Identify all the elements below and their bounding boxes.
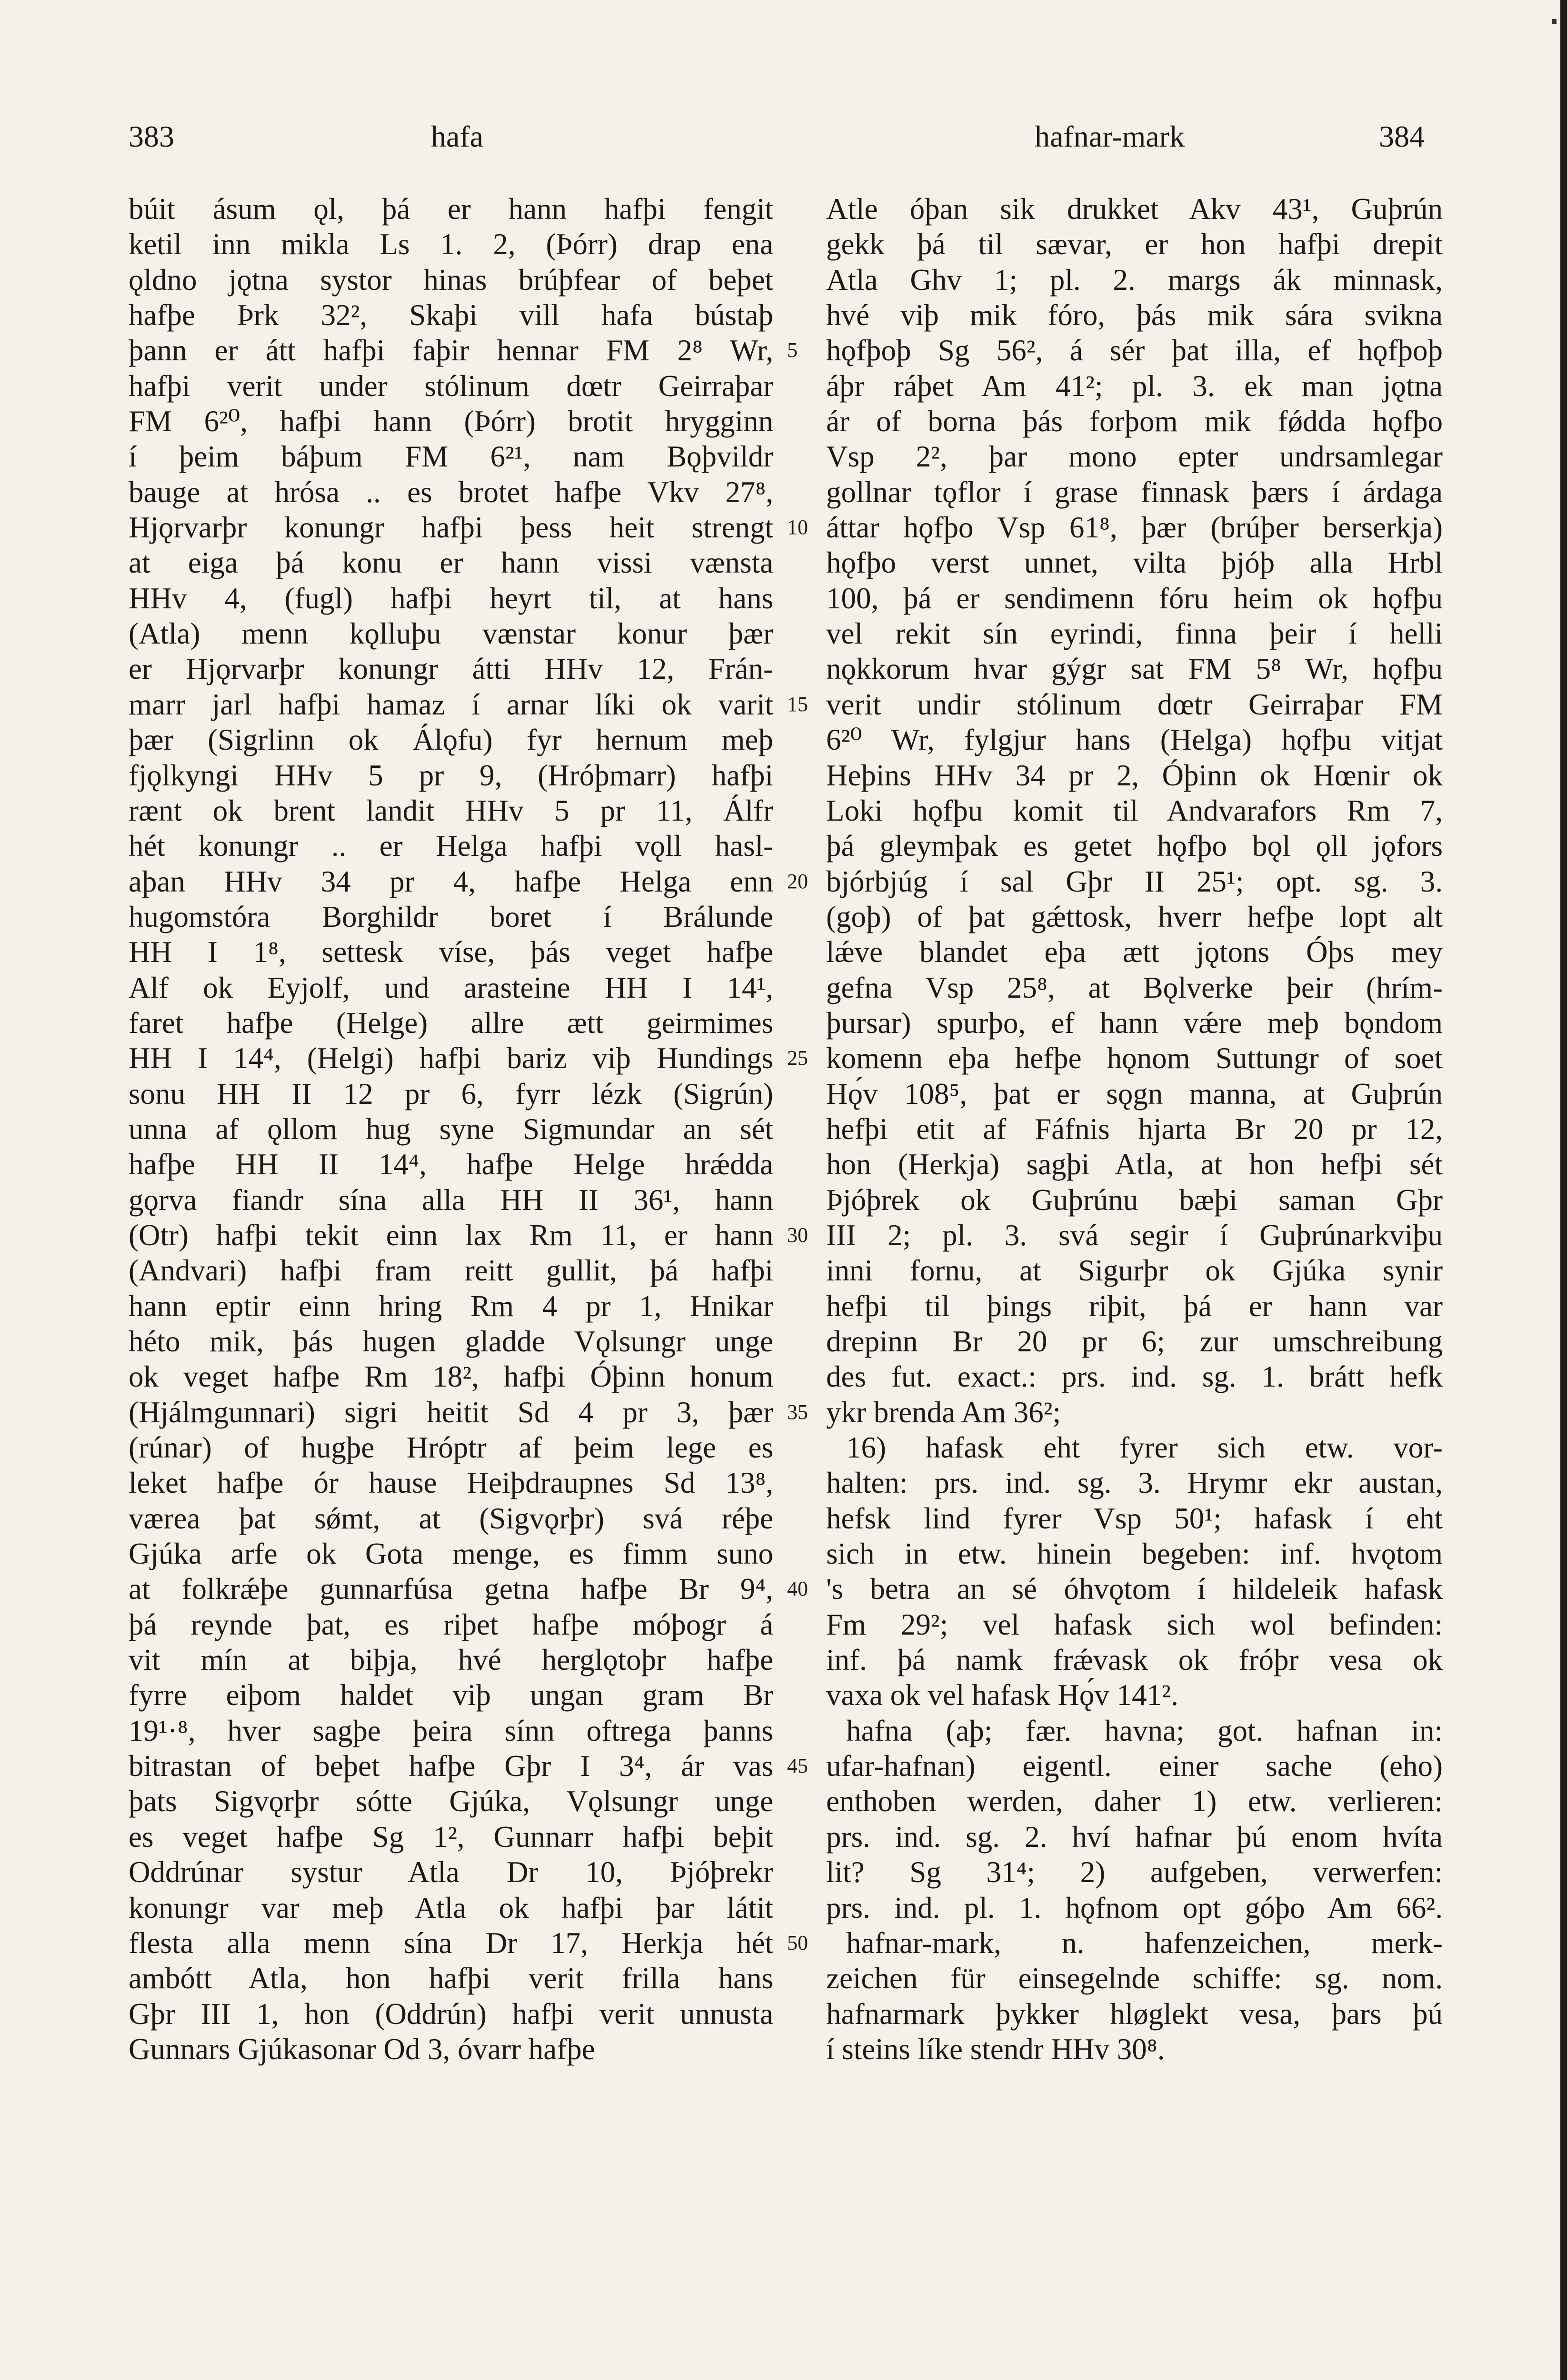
text-line: lǽve blandet eþa ætt jǫtons Óþs mey [826, 935, 1443, 969]
text-line: inni fornu, at Sigurþr ok Gjúka synir [826, 1254, 1443, 1288]
text-line: enthoben werden, daher 1) etw. verlieren: [826, 1785, 1443, 1818]
text-line: flesta alla menn sína Dr 17, Herkja hét [129, 1926, 773, 1960]
text-line: leket hafþe ór hause Heiþdraupnes Sd 13⁸, [129, 1466, 773, 1500]
text-line: gǫrva fiandr sína alla HH II 36¹, hann [129, 1183, 773, 1217]
text-line: Atle óþan sik drukket Akv 43¹, Guþrún [826, 192, 1443, 226]
text-line: hafþe HH II 14⁴, hafþe Helge hrǽdda [129, 1148, 773, 1181]
line-number-gutter [787, 191, 816, 2067]
text-line: HH I 14⁴, (Helgi) hafþi bariz viþ Hundings [129, 1041, 773, 1075]
line-number: 25 [787, 1046, 808, 1070]
text-line: hafnarmark þykker hløglekt vesa, þars þú [826, 1997, 1443, 2031]
text-line: héto mik, þás hugen gladde Vǫlsungr unge [129, 1325, 773, 1358]
text-line: (rúnar) of hugþe Hróptr af þeim lege es [129, 1431, 773, 1465]
text-line: hafþi verit under stólinum dœtr Geirraþar [129, 369, 773, 403]
line-number: 15 [787, 692, 808, 716]
text-line: áttar hǫfþo Vsp 61⁸, þær (brúþer berserkja) [826, 511, 1443, 545]
text-line: þats Sigvǫrþr sótte Gjúka, Vǫlsungr unge [129, 1785, 773, 1818]
line-number: 50 [787, 1931, 808, 1954]
text-line: þann er átt hafþi faþir hennar FM 2⁸ Wr, [129, 334, 773, 367]
page-number-right: 384 [1379, 119, 1425, 153]
line-number: 10 [787, 516, 808, 539]
text-line: halten: prs. ind. sg. 3. Hrymr ekr austan, [826, 1466, 1443, 1500]
text-line: hefþi etit af Fáfnis hjarta Br 20 pr 12, [826, 1112, 1443, 1146]
text-line: drepinn Br 20 pr 6; zur umschreibung [826, 1325, 1443, 1358]
text-line: rænt ok brent landit HHv 5 pr 11, Álfr [129, 793, 773, 827]
text-line: unna af ǫllom hug syne Sigmundar an sét [129, 1112, 773, 1146]
text-line: þá reynde þat, es riþet hafþe móþogr á [129, 1607, 773, 1641]
text-line: verit undir stólinum dœtr Geirraþar FM [826, 687, 1443, 721]
text-line: zeichen für einsegelnde schiffe: sg. nom. [826, 1962, 1443, 1995]
text-line: í þeim báþum FM 6²¹, nam Bǫþvildr [129, 440, 773, 474]
text-line: HHv 4, (fugl) hafþi heyrt til, at hans [129, 581, 773, 615]
text-line: þær (Sigrlinn ok Álǫfu) fyr hernum meþ [129, 723, 773, 757]
text-line: hafna (aþ; fær. havna; got. hafnan in: [846, 1714, 1443, 1747]
text-line: vaxa ok vel hafask Hǫ́v 141². [826, 1678, 1178, 1712]
text-line: Fm 29²; vel hafask sich wol befinden: [826, 1607, 1443, 1641]
text-line: hann eptir einn hring Rm 4 pr 1, Hnikar [129, 1289, 773, 1323]
text-line: vit mín at biþja, hvé herglǫtoþr hafþe [129, 1643, 773, 1677]
text-line: lit? Sg 31⁴; 2) aufgeben, verwerfen: [826, 1855, 1443, 1889]
text-line: 's betra an sé óhvǫtom í hildeleik hafask [826, 1572, 1443, 1606]
text-line: gefna Vsp 25⁸, at Bǫlverke þeir (hrím- [826, 971, 1443, 1004]
text-line: ketil inn mikla Ls 1. 2, (Þórr) drap ena [129, 228, 773, 261]
text-line: hafþe Þrk 32², Skaþi vill hafa bústaþ [129, 298, 773, 332]
text-line: FM 6²⁰, hafþi hann (Þórr) brotit hrygginn [129, 405, 773, 438]
text-line: ok veget hafþe Rm 18², hafþi Óþinn honum [129, 1360, 773, 1394]
text-line: hét konungr .. er Helga hafþi vǫll hasl- [129, 829, 773, 863]
text-line: ykr brenda Am 36²; [826, 1395, 1061, 1429]
text-line: (Hjálmgunnari) sigri heitit Sd 4 pr 3, þær [129, 1395, 773, 1429]
text-line: þá gleymþak es getet hǫfþo bǫl ǫll jǫfors [826, 829, 1443, 863]
text-line: des fut. exact.: prs. ind. sg. 1. brátt hefk [826, 1360, 1443, 1394]
text-line: Hǫ́v 108⁵, þat er sǫgn manna, at Guþrún [826, 1077, 1443, 1111]
text-line: Hjǫrvarþr konungr hafþi þess heit strengt [129, 511, 773, 545]
text-line: (Otr) hafþi tekit einn lax Rm 11, er hann [129, 1218, 773, 1252]
text-line: Heþins HHv 34 pr 2, Óþinn ok Hœnir ok [826, 758, 1443, 792]
text-line: 16) hafask eht fyrer sich etw. vor- [846, 1431, 1443, 1465]
text-line: es veget hafþe Sg 1², Gunnarr hafþi beþit [129, 1820, 773, 1854]
text-line: Loki hǫfþu komit til Andvarafors Rm 7, [826, 793, 1443, 827]
line-number: 30 [787, 1223, 808, 1247]
text-line: Oddrúnar systur Atla Dr 10, Þjóþrekr [129, 1855, 773, 1889]
text-line: ufar-hafnan) eigentl. einer sache (eho) [826, 1749, 1443, 1783]
text-line: gekk þá til sævar, er hon hafþi drepit [826, 228, 1443, 261]
text-line: hefþi til þings riþit, þá er hann var [826, 1289, 1443, 1323]
text-line: at folkrǽþe gunnarfúsa getna hafþe Br 9⁴, [129, 1572, 773, 1606]
text-line: hefsk lind fyrer Vsp 50¹; hafask í eht [826, 1501, 1443, 1535]
line-number: 35 [787, 1400, 808, 1424]
text-line: (Atla) menn kǫlluþu vænstar konur þær [129, 617, 773, 651]
running-head-left: hafa [431, 119, 484, 153]
line-number: 40 [787, 1577, 808, 1601]
text-line: nǫkkorum hvar gýgr sat FM 5⁸ Wr, hǫfþu [826, 652, 1443, 686]
text-line: þursar) spurþo, ef hann vǽre meþ bǫndom [826, 1006, 1443, 1040]
line-number: 5 [787, 338, 798, 362]
text-line: hafnar-mark, n. hafenzeichen, merk- [846, 1926, 1443, 1960]
text-line: bjórbjúg í sal Gþr II 25¹; opt. sg. 3. [826, 864, 1443, 898]
text-line: marr jarl hafþi hamaz í arnar líki ok varit [129, 687, 773, 721]
text-line: HH I 1⁸, settesk víse, þás veget hafþe [129, 935, 773, 969]
right-column [826, 191, 1443, 2067]
running-head-right: hafnar-mark [1035, 119, 1185, 153]
text-line: inf. þá namk frǽvask ok fróþr vesa ok [826, 1643, 1443, 1677]
text-line: Vsp 2², þar mono epter undrsamlegar [826, 440, 1443, 474]
text-line: 100, þá er sendimenn fóru heim ok hǫfþu [826, 581, 1443, 615]
text-line: konungr var meþ Atla ok hafþi þar látit [129, 1891, 773, 1924]
text-line: vel rekit sín eyrindi, finna þeir í helli [826, 617, 1443, 651]
text-line: fyrre eiþom haldet viþ ungan gram Br [129, 1678, 773, 1712]
text-line: bitrastan of beþet hafþe Gþr I 3⁴, ár vas [129, 1749, 773, 1783]
text-line: hugomstóra Borghildr boret í Brálunde [129, 900, 773, 933]
text-line: áþr ráþet Am 41²; pl. 3. ek man jǫtna [826, 369, 1443, 403]
text-line: prs. ind. pl. 1. hǫfnom opt góþo Am 66². [826, 1891, 1443, 1924]
text-line: fjǫlkyngi HHv 5 pr 9, (Hróþmarr) hafþi [129, 758, 773, 792]
text-line: er Hjǫrvarþr konungr átti HHv 12, Frán- [129, 652, 773, 686]
text-line: sonu HH II 12 pr 6, fyrr lézk (Sigrún) [129, 1077, 773, 1111]
text-line: komenn eþa hefþe hǫnom Suttungr of soet [826, 1041, 1443, 1075]
text-line: búit ásum ǫl, þá er hann hafþi fengit [129, 192, 773, 226]
text-line: ǫldno jǫtna systor hinas brúþfear of beþet [129, 263, 773, 297]
text-line: Þjóþrek ok Guþrúnu bæþi saman Gþr [826, 1183, 1443, 1217]
text-line: ambótt Atla, hon hafþi verit frilla hans [129, 1962, 773, 1995]
text-line: 19¹·⁸, hver sagþe þeira sínn oftrega þanns [129, 1714, 773, 1747]
text-line: værea þat sǿmt, at (Sigvǫrþr) svá réþe [129, 1501, 773, 1535]
text-line: 6²⁰ Wr, fylgjur hans (Helga) hǫfþu vitjat [826, 723, 1443, 757]
text-line: aþan HHv 34 pr 4, hafþe Helga enn [129, 864, 773, 898]
text-line: Alf ok Eyjolf, und arasteine HH I 14¹, [129, 971, 773, 1004]
text-line: Gunnars Gjúkasonar Od 3, óvarr hafþe [129, 2032, 595, 2066]
text-line: sich in etw. hinein begeben: inf. hvǫtom [826, 1537, 1443, 1571]
page-number-left: 383 [129, 119, 174, 153]
text-line: Gjúka arfe ok Gota menge, es fimm suno [129, 1537, 773, 1571]
line-number: 20 [787, 869, 808, 893]
text-line: Atla Ghv 1; pl. 2. margs ák minnask, [826, 263, 1443, 297]
text-line: Gþr III 1, hon (Oddrún) hafþi verit unnusta [129, 1997, 773, 2031]
text-line: hǫfþo verst unnet, vilta þjóþ alla Hrbl [826, 546, 1443, 580]
left-column [129, 191, 773, 2067]
text-line: bauge at hrósa .. es brotet hafþe Vkv 27⁸, [129, 475, 773, 509]
text-line: (Andvari) hafþi fram reitt gullit, þá hafþi [129, 1254, 773, 1288]
page-speck [1552, 19, 1557, 24]
page-edge-rule [1560, 0, 1567, 2380]
text-line: III 2; pl. 3. svá segir í Guþrúnarkviþu [826, 1218, 1443, 1252]
text-line: í steins líke stendr HHv 30⁸. [826, 2032, 1165, 2066]
text-line: faret hafþe (Helge) allre ætt geirmimes [129, 1006, 773, 1040]
text-line: hǫfþoþ Sg 56², á sér þat illa, ef hǫfþoþ [826, 334, 1443, 367]
line-number: 45 [787, 1754, 808, 1778]
text-line: hvé viþ mik fóro, þás mik sára svikna [826, 298, 1443, 332]
text-line: hon (Herkja) sagþi Atla, at hon hefþi sét [826, 1148, 1443, 1181]
text-line: prs. ind. sg. 2. hví hafnar þú enom hvíta [826, 1820, 1443, 1854]
text-line: at eiga þá konu er hann vissi vænsta [129, 546, 773, 580]
text-line: (goþ) of þat gǽttosk, hverr hefþe lopt alt [826, 900, 1443, 933]
text-line: ár of borna þás forþom mik fǿdda hǫfþo [826, 405, 1443, 438]
text-line: gollnar tǫflor í grase finnask þærs í árdaga [826, 475, 1443, 509]
